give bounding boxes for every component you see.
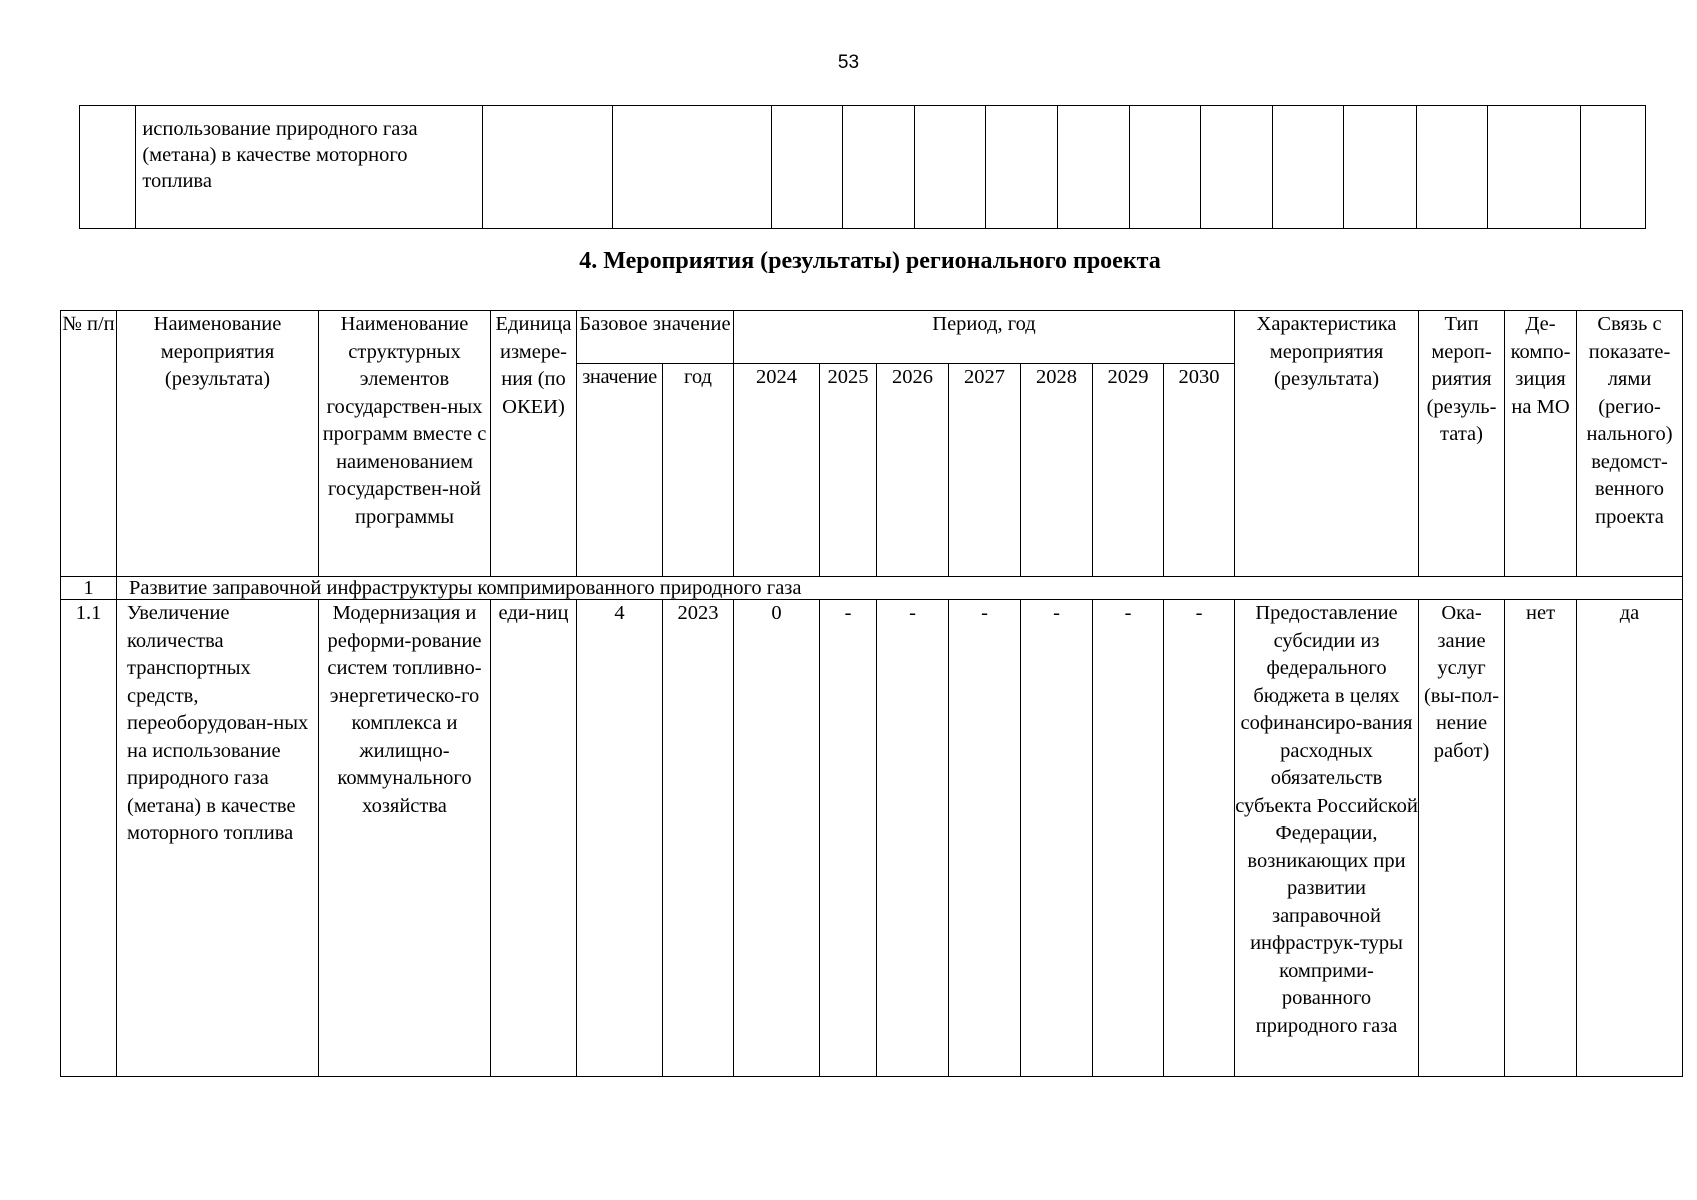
header-period: Период, год <box>734 311 1235 364</box>
header-decomposition: Де-компо-зиция на МО <box>1505 311 1577 577</box>
header-base-value: Базовое значение <box>577 311 734 364</box>
table-row <box>80 106 1646 229</box>
empty-cell <box>843 106 914 229</box>
empty-cell <box>1272 106 1343 229</box>
value-2030-cell: - <box>1164 600 1235 1077</box>
section-title: 4. Мероприятия (результаты) регионального проекта <box>579 248 1161 274</box>
empty-cell <box>1201 106 1272 229</box>
empty-cell <box>1129 106 1200 229</box>
header-year-2029: 2029 <box>1093 364 1164 577</box>
characteristic-cell: Предоставление субсидии из федерального бюджета в целях софинансиро-вания расходных обязательств субъекта Российской Федерации, возникающих при развитии заправочной инфраструк-туры комприми-рованного природного газа <box>1235 600 1419 1077</box>
empty-cell <box>914 106 985 229</box>
row-number-cell <box>80 106 136 229</box>
decomposition-cell: нет <box>1505 600 1577 1077</box>
header-year-2028: 2028 <box>1021 364 1093 577</box>
base-value-cell: 4 <box>577 600 663 1077</box>
section-row <box>61 577 1683 600</box>
structural-element-cell: Модернизация и реформи-рование систем топливно-энергетическо-го комплекса и жилищно-коммунального хозяйства <box>319 600 491 1077</box>
page-number: 53 <box>837 52 860 73</box>
header-num: № п/п <box>61 311 117 577</box>
header-year-2024: 2024 <box>734 364 820 577</box>
header-row <box>61 311 1683 364</box>
empty-cell <box>986 106 1057 229</box>
activity-type-cell: Ока-зание услуг (вы-пол-нение работ) <box>1419 600 1505 1077</box>
activities-table <box>60 310 1683 1077</box>
header-year-2025: 2025 <box>820 364 877 577</box>
indicator-description-cell: использование природного газа (метана) в качестве моторного топлива <box>136 106 483 229</box>
table-row <box>61 600 1683 1077</box>
header-year-2027: 2027 <box>949 364 1021 577</box>
activity-name-cell: Увеличение количества транспортных средств, переоборудован-ных на использование природного газа (метана) в качестве моторного топлива <box>117 600 319 1077</box>
value-2024-cell: 0 <box>734 600 820 1077</box>
section-title-cell: Развитие заправочной инфраструктуры компримированного природного газа <box>117 577 1683 600</box>
empty-cell <box>1580 106 1645 229</box>
empty-cell <box>613 106 772 229</box>
header-base-value-value: значение <box>577 364 663 577</box>
header-activity-name: Наименование мероприятия (результата) <box>117 311 319 577</box>
empty-cell <box>1488 106 1581 229</box>
value-2029-cell: - <box>1093 600 1164 1077</box>
header-characteristic: Характеристика мероприятия (результата) <box>1235 311 1419 577</box>
value-2025-cell: - <box>820 600 877 1077</box>
value-2027-cell: - <box>949 600 1021 1077</box>
value-2026-cell: - <box>877 600 949 1077</box>
empty-cell <box>483 106 613 229</box>
header-structural-elements: Наименование структурных элементов государствен-ных программ вместе с наименованием государствен-ной программы <box>319 311 491 577</box>
empty-cell <box>1416 106 1487 229</box>
header-link: Связь с показате-лями (регио-нального) ведомст-венного проекта <box>1577 311 1683 577</box>
header-year-2030: 2030 <box>1164 364 1235 577</box>
header-unit: Единица измере-ния (по ОКЕИ) <box>491 311 577 577</box>
header-type: Тип мероп-риятия (резуль-тата) <box>1419 311 1505 577</box>
header-year-2026: 2026 <box>877 364 949 577</box>
empty-cell <box>771 106 842 229</box>
value-2028-cell: - <box>1021 600 1093 1077</box>
header-base-value-year: год <box>663 364 734 577</box>
unit-cell: еди-ниц <box>491 600 577 1077</box>
continued-table <box>79 105 1646 229</box>
section-num-cell: 1 <box>61 577 117 600</box>
activity-num-cell: 1.1 <box>61 600 117 1077</box>
empty-cell <box>1344 106 1416 229</box>
link-cell: да <box>1577 600 1683 1077</box>
empty-cell <box>1057 106 1129 229</box>
base-year-cell: 2023 <box>663 600 734 1077</box>
